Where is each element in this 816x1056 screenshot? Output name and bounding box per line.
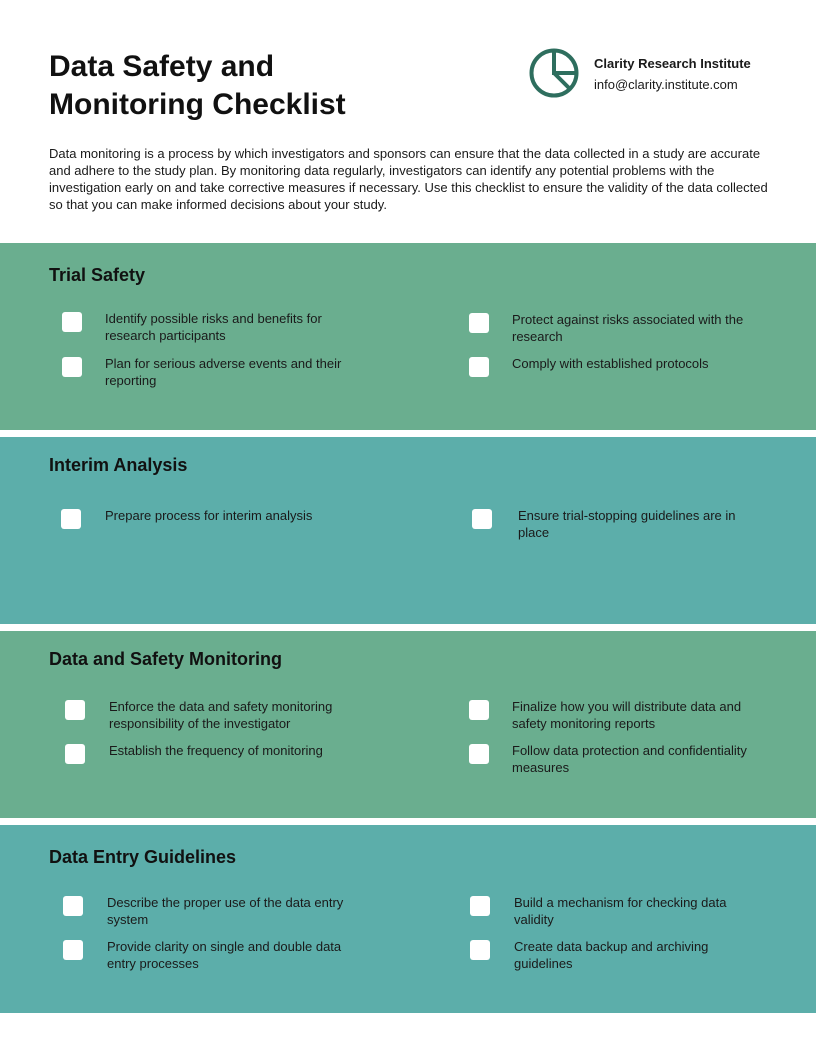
section-trial-safety — [0, 243, 816, 430]
checkbox[interactable] — [63, 896, 83, 916]
checkbox[interactable] — [61, 509, 81, 529]
checklist-item-label: Ensure trial-stopping guidelines are in place — [518, 508, 736, 540]
organization-name: Clarity Research Institute — [594, 56, 751, 71]
checkbox[interactable] — [469, 313, 489, 333]
checkbox[interactable] — [472, 509, 492, 529]
section-title: Data and Safety Monitoring — [49, 649, 283, 669]
page-title — [49, 48, 449, 124]
checklist-item-label: Prepare process for interim analysis — [105, 508, 313, 523]
checkbox[interactable] — [470, 940, 490, 960]
section-title: Data Entry Guidelines — [49, 847, 237, 867]
checklist-item-label: Plan for serious adverse events and their reporting — [105, 356, 342, 388]
organization-email: info@clarity.institute.com — [594, 77, 738, 92]
checklist-item-label: Follow data protection and confidentiality measures — [512, 743, 747, 775]
page-header — [0, 0, 816, 242]
intro-paragraph: Data monitoring is a process by which investigators and sponsors can ensure that the data collected in a study are accurate and adhere to the study plan. By monitoring data regularly, investigators can identify any potential problems with the investigation early on and take corrective measures if necessary. Use this checklist to ensure the validity of the data collected so that you can make informed decisions about your study. — [49, 146, 768, 212]
checklist-item-label: Identify possible risks and benefits for research participants — [105, 311, 322, 343]
checklist-item-label: Establish the frequency of monitoring — [109, 743, 323, 758]
section-data-entry-guidelines — [0, 825, 816, 1013]
checklist-item-label: Create data backup and archiving guidelines — [514, 939, 709, 971]
checkbox[interactable] — [63, 940, 83, 960]
checkbox[interactable] — [469, 357, 489, 377]
checkbox[interactable] — [470, 896, 490, 916]
checkbox[interactable] — [469, 700, 489, 720]
title-line-2: Monitoring Checklist — [49, 88, 346, 121]
checkbox[interactable] — [62, 357, 82, 377]
checklist-item-label: Finalize how you will distribute data and safety monitoring reports — [512, 699, 742, 731]
checklist-item-label: Comply with established protocols — [512, 356, 709, 371]
checklist-item-label: Protect against risks associated with the research — [512, 312, 744, 344]
title-line-1: Data Safety and — [49, 50, 275, 83]
section-title: Interim Analysis — [49, 455, 188, 475]
section-title: Trial Safety — [49, 265, 146, 285]
checkbox[interactable] — [65, 744, 85, 764]
section-data-safety-monitoring — [0, 631, 816, 818]
checklist-item-label: Build a mechanism for checking data validity — [514, 895, 727, 927]
section-interim-analysis — [0, 437, 816, 624]
pie-chart-icon — [528, 47, 580, 99]
checkbox[interactable] — [62, 312, 82, 332]
organization-block — [528, 47, 788, 103]
checklist-item-label: Provide clarity on single and double data entry processes — [107, 939, 342, 971]
checklist-item-label: Describe the proper use of the data entry system — [107, 895, 344, 927]
checklist-item-label: Enforce the data and safety monitoring responsibility of the investigator — [109, 699, 333, 731]
checkbox[interactable] — [469, 744, 489, 764]
checkbox[interactable] — [65, 700, 85, 720]
